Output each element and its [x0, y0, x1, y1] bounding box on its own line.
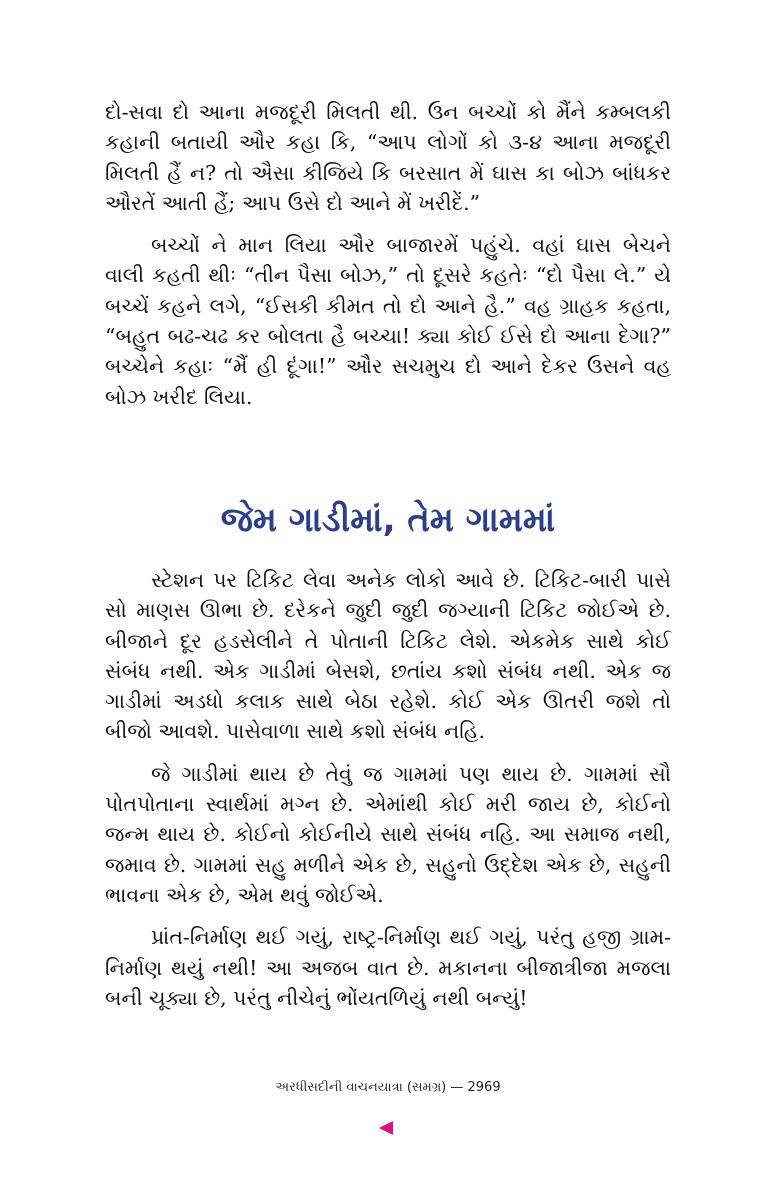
triangle-left-icon[interactable]: [379, 1121, 393, 1135]
paragraph: સ્ટેશન પર ટિકિટ લેવા અનેક લોકો આવે છે. ટિકિટ-બારી પાસે સો માણસ ઊભા છે. દરેકને જુદી જુદી જગ્યાની ટિકિટ જોઈએ છે. બીજાને દૂર હડસેલીને તે પોતાની ટિકિટ લેશે. એકમેક સાથે કોઈ સંબંધ નથી. એક ગાડીમાં બેસશે, છતાંય કશો સંબંધ નથી. એક જ ગાડીમાં અડધો કલાક સાથે બેઠા રહેશે. કોઈ એક ઊતરી જશે તો બીજો આવશે. પાસેવાળા સાથે કશો સંબંધ નહિ.: [105, 568, 671, 744]
paragraph: દો-સવા દો આના મજદૂરી મિલતી થી. ઉન બચ્ચોં કો મૈંને કમ્બલકી કહાની બતાયી ઔર કહા કિ, “આપ લોગોં કો ૩-૪ આના મજદૂરી મિલતી હૈં ન? તો ઐસા કીજિયે કિ બરસાત મેં ઘાસ કા બોઝ બાંધકર ઔરતેં આતી હૈં; આપ ઉસે દો આને મેં ખરીદેં.”: [105, 100, 671, 215]
page-footer: અરધીસદીની વાચનયાત્રા (સમગ્ર) — 2969: [275, 1080, 501, 1095]
paragraph: પ્રાંત-નિર્માણ થઈ ગયું, રાષ્ટ્ર-નિર્માણ થઈ ગયું, પરંતુ હજી ગ્રામ-નિર્માણ થયું નથી! આ અજબ વાત છે. મકાનના બીજાત્રીજા મજલા બની ચૂક્યા છે, પરંતુ નીચેનું ભોંયતળિયું નથી બન્યું!: [105, 925, 671, 1010]
section-heading: જેમ ગાડીમાં, તેમ ગામમાં: [220, 500, 556, 540]
text-section-bottom: [105, 565, 671, 1025]
text-section-top: [105, 97, 671, 424]
paragraph: બચ્ચોં ને માન લિયા ઔર બાજારમેં પહુંચે. વહાં ઘાસ બેચને વાલી કહતી થીઃ “તીન પૈસા બોઝ,” તો દૂસરે કહતેઃ “દો પૈસા લે.” યે બચ્ચેં કહને લગે, “ઈસકી કીમત તો દો આને હૈ.” વહ ગ્રાહક કહતા, “બહુત બઢ-ચઢ કર બોલતા હૈ બચ્ચા! ક્યા કોઈ ઈસે દો આના દેગા?” બચ્ચેને કહાઃ “મૈં હી દૂંગા!” ઔર સચમુચ દો આને દેકર ઉસને વહ બોઝ ખરીદ લિયા.: [105, 233, 671, 409]
paragraph: જે ગાડીમાં થાય છે તેવું જ ગામમાં પણ થાય છે. ગામમાં સૌ પોતપોતાના સ્વાર્થમાં મગ્ન છે. એમાંથી કોઈ મરી જાય છે, કોઈનો જન્મ થાય છે. કોઈનો કોઈનીયે સાથે સંબંધ નહિ. આ સમાજ નથી, જમાવ છે. ગામમાં સહુ મળીને એક છે, સહુનો ઉદ્દેશ એક છે, સહુની ભાવના એક છે, એમ થવું જોઈએ.: [105, 761, 671, 907]
